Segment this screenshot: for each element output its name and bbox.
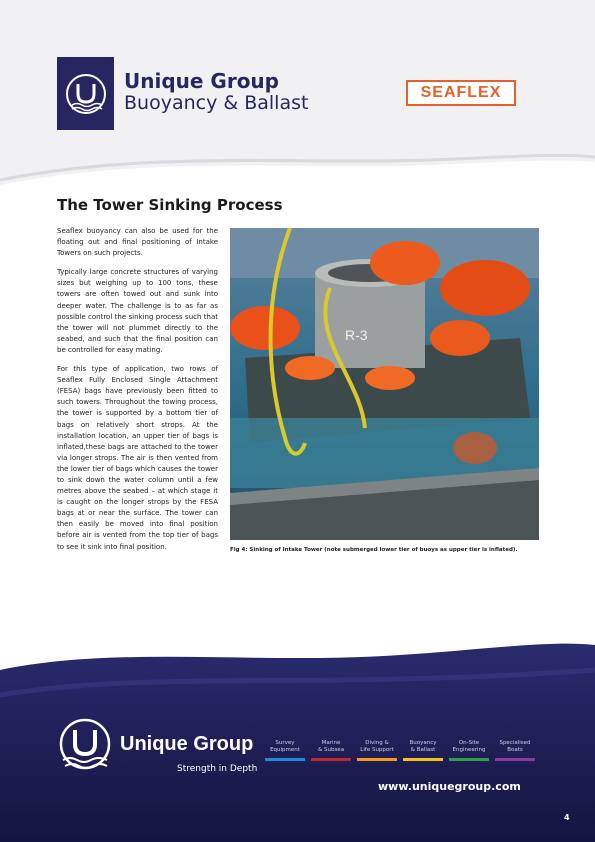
- brand-subtitle: Buoyancy & Ballast: [124, 92, 309, 114]
- division-list: [265, 740, 535, 761]
- tower-label: R-3: [345, 327, 368, 343]
- division-item: [265, 740, 305, 761]
- division-item: [449, 740, 489, 761]
- division-color-bar: [265, 758, 305, 761]
- division-color-bar: [495, 758, 535, 761]
- website-link[interactable]: www.uniquegroup.com: [378, 780, 521, 793]
- division-color-bar: [311, 758, 351, 761]
- paragraph: For this type of application, two rows of Seaflex Fully Enclosed Single Attachment (FESA) bags have previously been fitted to such towers. Throughout the towing process, the tower is supported by a bottom tier of bags on relatively short strops. At the installation location, an upper tier of bags is inflated,these bags are attached to the tower via longer strops. The air is then vented from the lower tier of bags which causes the tower to sink down the water column until a few metres above the seabed – at which stage it is caught on the longer strops by the FESA bags at or near the surface. The tower can then easily be moved into final position before air is vented from the top tier of bags to see it sink into final position.: [57, 365, 218, 551]
- figure-caption: Fig 4: Sinking of Intake Tower (note submerged lower tier of buoys as upper tier is inflated).: [230, 547, 518, 553]
- article-body: [57, 226, 218, 561]
- division-color-bar: [403, 758, 443, 761]
- division-label: Diving & Life Support: [360, 740, 394, 753]
- division-label: Marine & Subsea: [317, 740, 345, 753]
- division-label: Survey Equipment: [270, 740, 300, 753]
- page-title: The Tower Sinking Process: [57, 196, 283, 214]
- footer-tagline: Strength in Depth: [177, 764, 258, 774]
- division-color-bar: [357, 758, 397, 761]
- brand-name: Unique Group: [124, 69, 279, 93]
- division-label: On-Site Engineering: [452, 740, 486, 753]
- unique-group-footer-emblem-icon: [57, 718, 113, 774]
- division-item: [495, 740, 535, 761]
- page-number: 4: [564, 813, 570, 822]
- division-color-bar: [449, 758, 489, 761]
- paragraph: Typically large concrete structures of varying sizes but weighing up to 100 tons, these towers are often towed out and sunk into deeper water. The challenge is to as far as possible control the sinking process such that the tower will not plummet directly to the seabed, and such that the final position can be controlled for easy mating.: [57, 268, 218, 354]
- footer-brand: Unique Group: [120, 733, 254, 755]
- division-label: Specialised Boats: [499, 740, 531, 753]
- unique-group-emblem-icon: [57, 57, 114, 130]
- division-label: Buoyancy & Ballast: [409, 740, 437, 753]
- intake-tower-photo: [230, 228, 539, 540]
- division-item: [403, 740, 443, 761]
- seaflex-logo-text: SEAFLEX: [420, 84, 502, 101]
- division-item: [357, 740, 397, 761]
- division-item: [311, 740, 351, 761]
- seaflex-logo: [406, 80, 516, 106]
- paragraph: Seaflex buoyancy can also be used for the floating out and final positioning of Intake Towers on such projects.: [57, 227, 218, 258]
